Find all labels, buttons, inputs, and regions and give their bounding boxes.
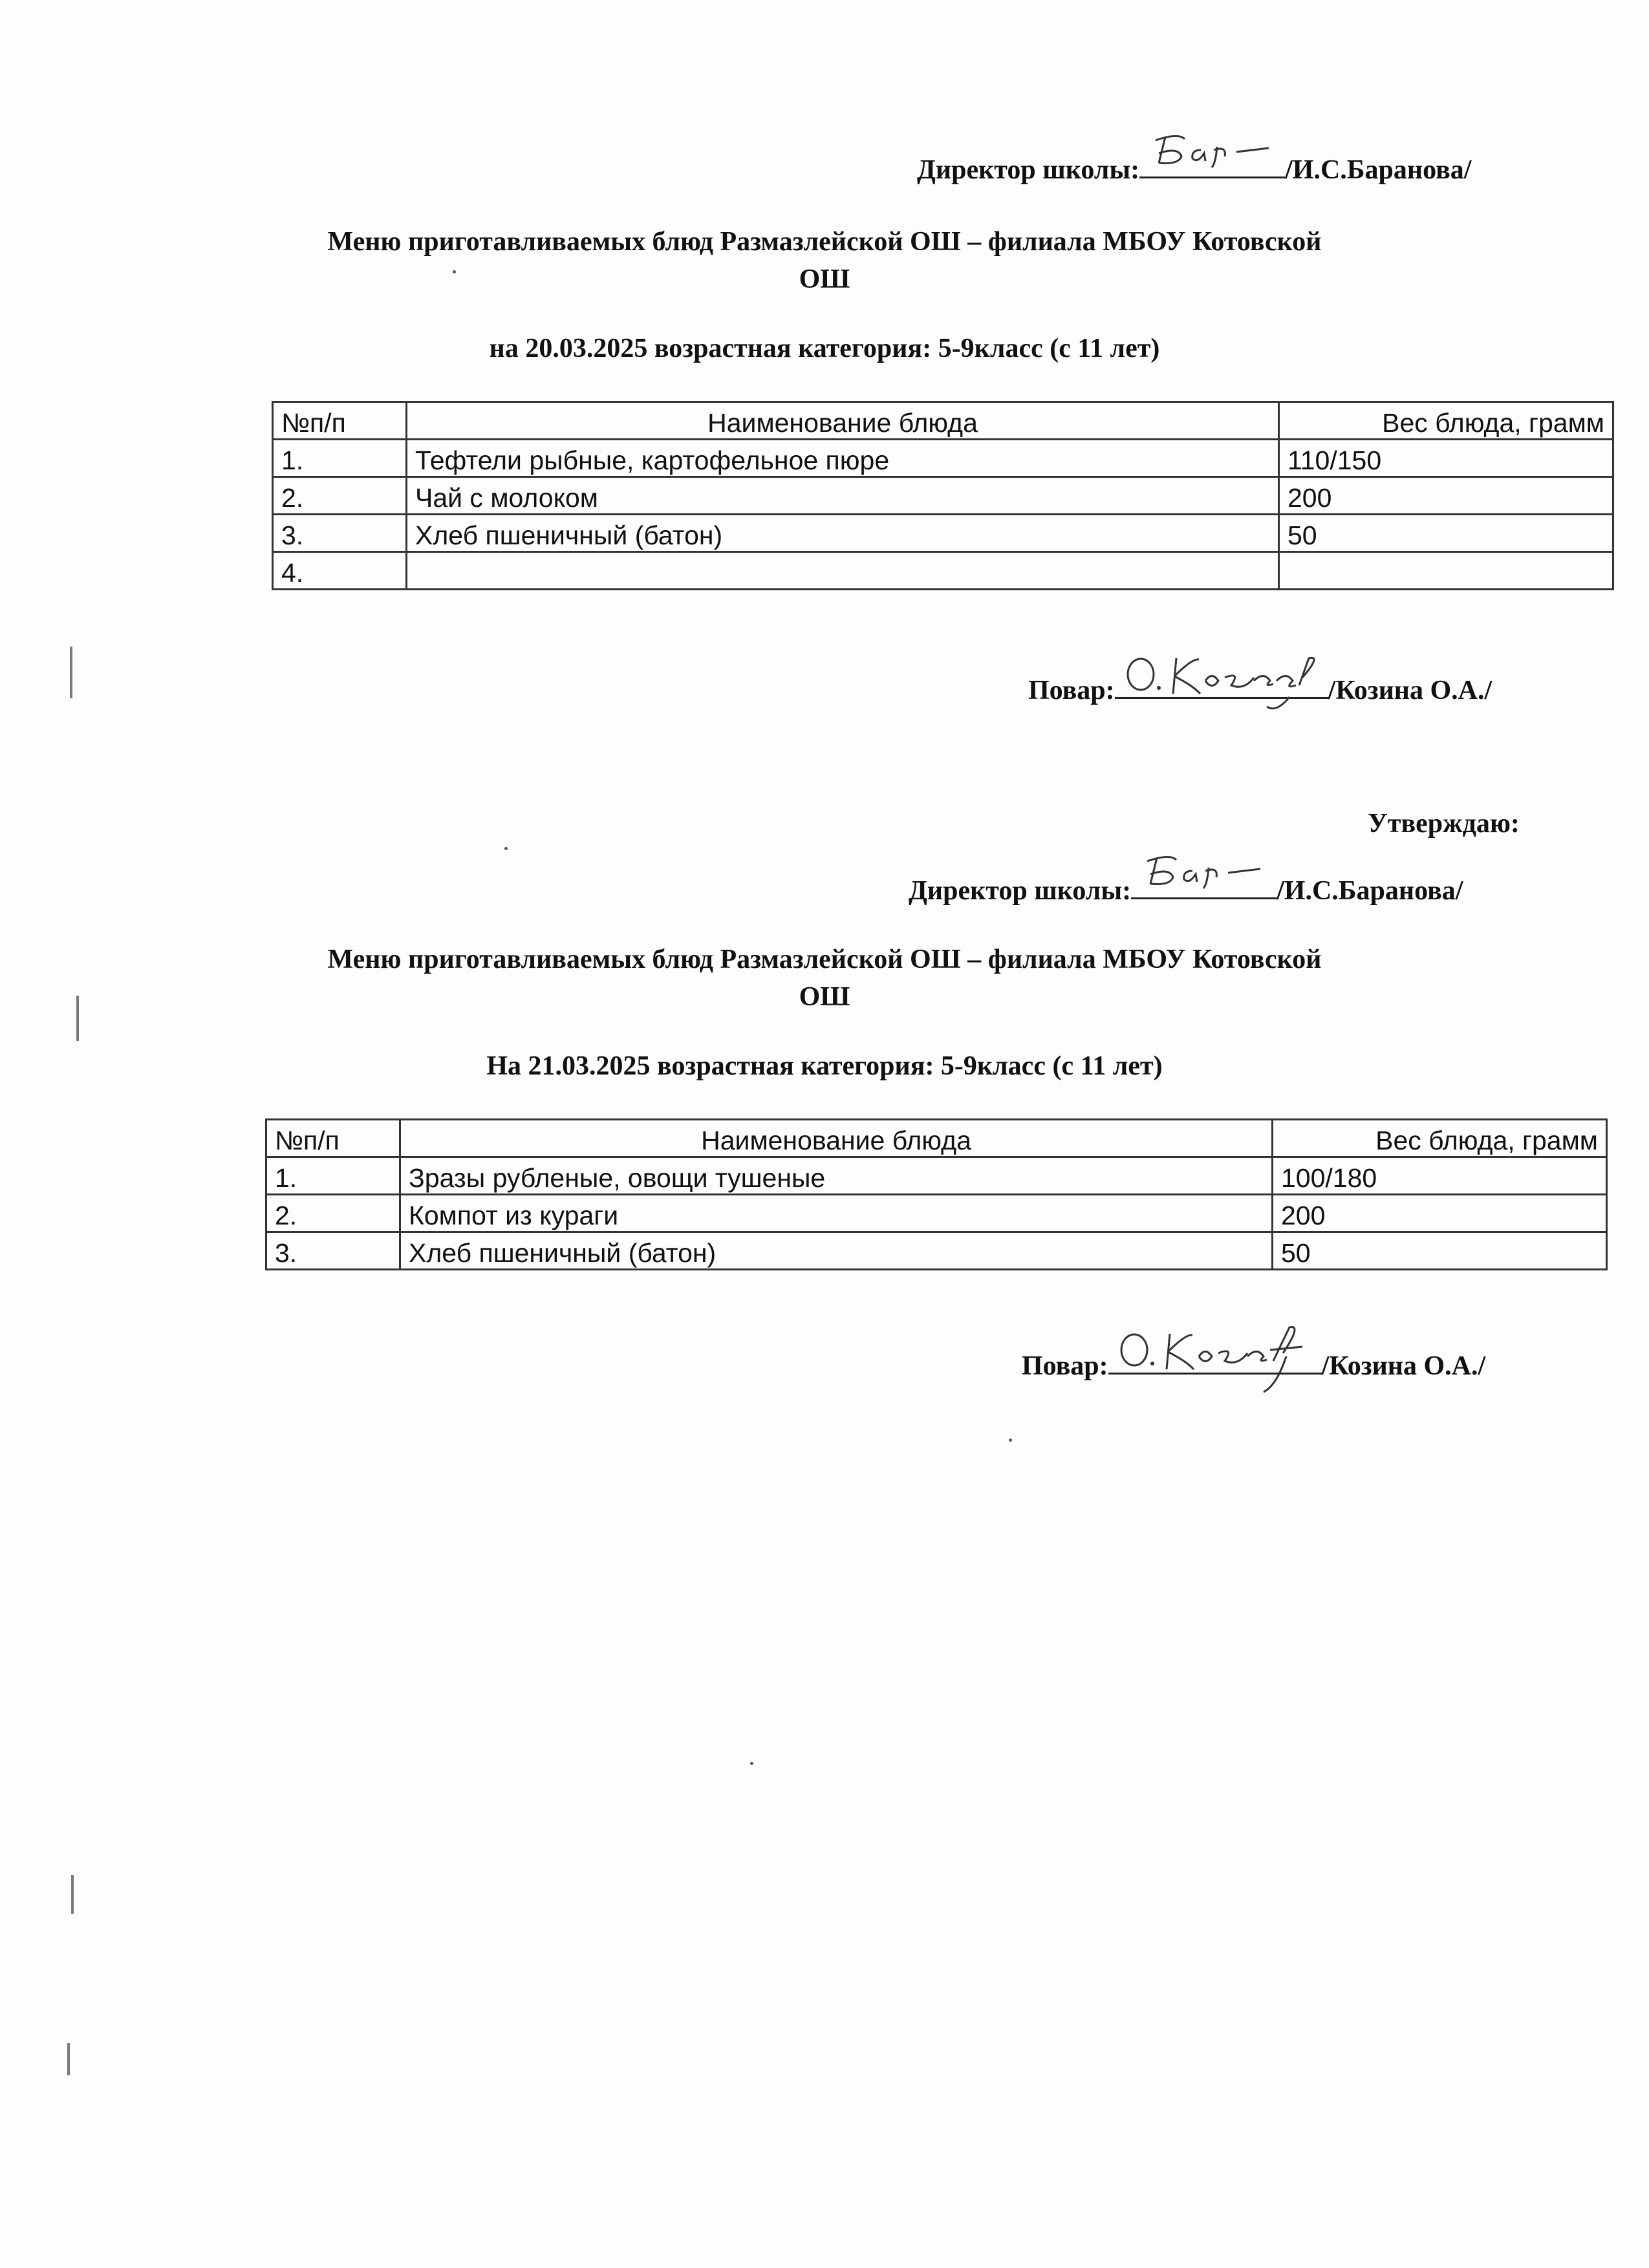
row-weight [1279, 552, 1613, 590]
cook-signature [1108, 1321, 1322, 1398]
director-signature [1139, 127, 1285, 179]
table-row [266, 1195, 1607, 1232]
menu-title [259, 941, 1390, 1016]
row-number: 1. [273, 440, 407, 477]
cook-signature-line [1028, 672, 1492, 706]
row-weight: 50 [1279, 515, 1613, 552]
signature-blank [1131, 873, 1277, 899]
menu-title-line2: ОШ [799, 982, 850, 1012]
cook-signature-line [1022, 1348, 1485, 1382]
director-signature-line [909, 873, 1463, 906]
cook-signature [1115, 645, 1328, 716]
menu-table [272, 401, 1614, 590]
row-dish-name: Компот из кураги [400, 1195, 1273, 1232]
menu-title-line2: ОШ [799, 264, 850, 294]
row-number: 3. [266, 1232, 400, 1270]
row-dish-name: Зразы рубленые, овощи тушеные [400, 1157, 1273, 1195]
row-dish-name: Тефтели рыбные, картофельное пюре [407, 440, 1279, 477]
row-dish-name: Хлеб пшеничный (батон) [407, 515, 1279, 552]
row-number: 2. [273, 477, 407, 515]
header-weight: Вес блюда, грамм [1273, 1120, 1607, 1157]
menu-table [265, 1118, 1608, 1270]
table-header-row [266, 1120, 1607, 1157]
header-number: №п/п [273, 402, 407, 440]
table-row [273, 515, 1613, 552]
director-name: /И.С.Баранова/ [1285, 155, 1472, 185]
row-weight: 100/180 [1273, 1157, 1607, 1195]
row-weight: 110/150 [1279, 440, 1613, 477]
header-weight: Вес блюда, грамм [1279, 402, 1613, 440]
signature-blank [1108, 1348, 1322, 1375]
table-row [266, 1232, 1607, 1270]
signature-blank [1139, 152, 1285, 178]
director-label: Директор школы: [909, 876, 1132, 906]
row-weight: 200 [1273, 1195, 1607, 1232]
table-row [273, 477, 1613, 515]
scan-artifact [76, 996, 79, 1041]
row-number: 1. [266, 1157, 400, 1195]
scan-speck [1009, 1439, 1012, 1442]
header-dish-name: Наименование блюда [400, 1120, 1273, 1157]
cook-name: /Козина О.А./ [1328, 676, 1493, 705]
row-number: 4. [273, 552, 407, 590]
row-number: 3. [273, 515, 407, 552]
scan-speck [750, 1762, 753, 1765]
table-row [266, 1157, 1607, 1195]
director-label: Директор школы: [917, 155, 1140, 185]
row-dish-name: Чай с молоком [407, 477, 1279, 515]
menu-date-category: на 20.03.2025 возрастная категория: 5-9класс (с 11 лет) [489, 334, 1160, 363]
cook-label: Повар: [1028, 676, 1115, 705]
cook-label: Повар: [1022, 1351, 1108, 1381]
scan-artifact [70, 647, 72, 698]
menu-title-line1: Меню приготавливаемых блюд Размазлейской ОШ – филиала МБОУ Котовской [327, 945, 1322, 974]
table-header-row [273, 402, 1613, 440]
row-number: 2. [266, 1195, 400, 1232]
table-row [273, 440, 1613, 477]
approve-label: Утверждаю: [1368, 809, 1520, 839]
row-dish-name [407, 552, 1279, 590]
scan-artifact [71, 1875, 74, 1914]
menu-title [259, 223, 1390, 298]
menu-date-category: На 21.03.2025 возрастная категория: 5-9класс (с 11 лет) [486, 1051, 1163, 1081]
signature-blank [1115, 672, 1328, 699]
row-weight: 50 [1273, 1232, 1607, 1270]
menu-title-line1: Меню приготавливаемых блюд Размазлейской ОШ – филиала МБОУ Котовской [327, 227, 1322, 257]
table-row [273, 552, 1613, 590]
header-dish-name: Наименование блюда [407, 402, 1279, 440]
cook-name: /Козина О.А./ [1321, 1351, 1486, 1381]
director-name: /И.С.Баранова/ [1277, 876, 1463, 906]
director-signature-line [917, 152, 1471, 186]
director-signature [1131, 848, 1277, 900]
header-number: №п/п [266, 1120, 400, 1157]
row-weight: 200 [1279, 477, 1613, 515]
row-dish-name: Хлеб пшеничный (батон) [400, 1232, 1273, 1270]
scan-artifact [67, 2043, 70, 2075]
scan-speck [504, 847, 508, 850]
